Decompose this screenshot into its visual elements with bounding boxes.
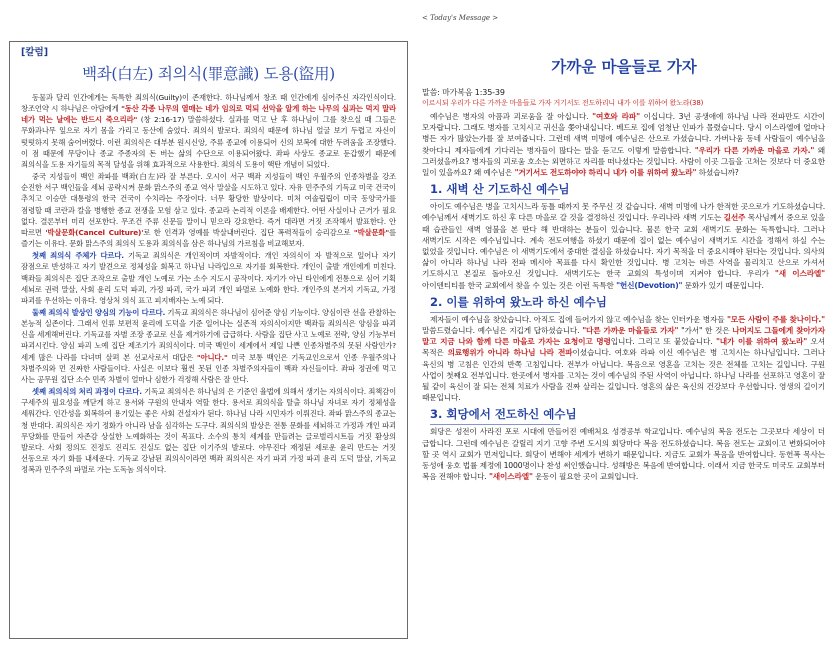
column-paragraph-1: 동물과 달리 인간에게는 독특한 죄의식(Guilty)이 존재한다. 하나님께서 창조 때 인간에게 심어주신 자각인식이다. 창조언약 시 하나님은 아담에게 "동산 각종 나무의 열매는 네가 임의로 먹되 선악을 알게 하는 나무의 실과는 먹지 말라 네가 먹는 날에는 반드시 죽으리라" (창 2:16-17) 말씀하셨다. 실과를 먹고 난 후 하나님이 그를 찾으실 때 그들은 무화과나무 잎으로 자기 몸을 가리고 동산에 숨었다. 죄의식 발로다. 죄의식 때문에 하나님 얼굴 보기 두렵고 자신이 떳떳하지 못해 숨어버렸다. 이런 죄의식은 대부분 원시신앙, 주류 종교에 이용되어 신의 보복에 대한 두려움을 조장했다. 이 점 때문에 무당이나 종교 주종자의 돈 버는 삶의 수단으로 이용되어왔다. 좌파 사상도 종교로 둔갑했기 때문에 죄의식을 도용 자기들의 목적 달성을 위해 효과적으로 사용한다. 죄의식 도용이 핵탄 개념이 되었다. [21,93,396,169]
point-2-heading: 둘째 죄의식 발상인 양심의 기능이 다르다. [32,307,166,317]
column-paragraph-4: 둘째 죄의식 발상인 양심의 기능이 다르다. 기독교 죄의식은 하나님이 심어준 양심 기능이다. 양심이란 선을 관찰하는 본능적 실존이다. 그래서 인류 보편적 윤리에 도덕을 기준 일어나는 실존적 자의식이지만 백좌들 죄의식은 양심을 파괴 신을 세계해버린다. 기독교를 자별 조장 종교로 신을 제거하기에 급급하다. 사람을 집단 사고 노예로 전략, 양심 기능부터 파괴시킨다. 양심 파괴 노예 집단 제조기가 죄의식이다. 미국 백인이 세계에서 제일 나쁜 인종차별주의 못된 사람인가? 세계 많은 나라를 다녀며 살펴 본 선교사로서 대답은 "아니다." 미국 보통 백인은 기독교인으로서 인종 우월주의나 차별주의와 먼 진짜한 사람들이다. 사실은 이보다 훨씬 못된 인종 차별주의자들이 백좌 자신들이다. 좌파 정권에 먹고 사는 공무원 집단 소수 민족 차별이 얼마나 심한가 걱정해 사람은 잘 안다. [21,307,396,384]
scripture-reference: 말씀: 마가복음 1:35-39 [422,88,505,97]
sermon-title: 가까운 마을들로 가자 [551,57,697,76]
section-3-body: 회당은 성전이 사라진 포로 시대에 만들어진 예배처요 성경공부 학교입니다. 예수님의 복음 전도는 그곳보다 세상이 더 급합니다. 그런데 예수님은 갈릴리 지기 고향 주변 도시의 회당마다 복음 전도하셨습니다. 복음 전도는 교회이고 변화되어야 할 곳 역시 교회가 먼저입니다. 회당이 변해야 세계가 변하기 때문입니다. 지금도 교회가 복음을 반여합니다. 동헌폭 목사는 동성애 웅호 법률 제정에 1000명이나 찬성 써인했습니다. 성해방은 복음에 반여합니다. 이래서 지금 한국도 미국도 교회부터 복음 전해야 합니다. "새이스라엘" 운동이 필요한 곳이 교회입니다. [422,427,825,482]
section-1-body: 아이도 예수님은 병을 고치시느라 동틀 때까지 못 주무신 것 같습니다. 새벽 미명에 나가 한적한 곳으로가 기도하셨습니다. 예수님께서 새벽기도 하신 후 다른 마을로 갈 것을 결정하신 것입니다. 우리나라 새벽 기도는 길선주 목사님께서 중으로 있을 때 습관들인 새벽 염불을 본 딴다 해 반대하는 분들이 있습니다. 물론 한국 교회 새벽기도 문화는 독특합니다. 그러나 새벽기도 시작은 예수님입니다. 계속 전도여행을 하셨기 때문에 집이 없는 예수님이 새벽기도 시간을 정해서 하실 수는 없었을 것입니다. 예수님은 이 새벽기도에서 중대한 결심을 하셨습니다. 자기 목적을 더 중요시해야 된다는 것입니다. 의사의 삶이 아니라 하나님 나라 전파 메시아 목표를 다시 확인한 것입니다. 병 고치는 바른 사역을 물리치고 산으로 가셔서 기도하시고 본질로 돌아오신 것입니다. 새벽기도는 한국 교회의 특성이며 지켜야 합니다. 우리가 "새 이스라엘" 아이덴티티를 한국 교회에서 찾을 수 있는 것은 이런 독특한 "헌신(Devotion)" 문화가 있기 때문입니다. [422,202,825,290]
column-title: 백좌(白左) 죄의식(罪意識) 도용(盜用) [82,65,335,83]
section-2-heading: 2. 이를 위하여 왔노라 하신 예수님 [430,294,607,309]
genesis-quote: "동산 각종 나무의 열매는 네가 임의로 먹되 선악을 알게 하는 나무의 실과는 먹지 말라 네가 먹는 날에는 반드시 죽으리라" [21,104,396,125]
divider [430,424,560,425]
section-2-body: 제자들이 예수님을 찾았습니다. 아직도 집에 들어가지 않고 예수님을 찾는 인터카운 병자들 "모든 사람이 주를 찾나이다." 말씀드렸습니다. 예수님은 지깁게 답하셨습니다. "다른 가까운 마을들로 가자" "가서" 한 것은 나머지도 그들에게 찾아가자 말고 지금 나와 함께 다른 마을로 가자는 요청이고 명령입니다. 그리고 또 붙었습니다. "내가 이를 위하여 왔노라" 오셔 목적은 의료행위가 아니라 하나님 나라 전파이셨습니다. 여호와 라파 이신 예수님은 병 고치시는 하나님입니다. 그러나 육신의 병 고침은 인간의 반쪽 고침입니다. 전부가 아닙니다. 복음으로 영혼을 고치는 것은 전체를 고치는 길입니다. 구원 사업이 첫째요 전부입니다. 한곳에서 병자를 고치는 것이 예수님의 주된 사역이 아닙니다. 하나님 나라를 선포하고 영혼이 잘 될 같이 육신이 잘 되는 전체 치료가 사람을 진짜 살리는 길입니다. 영혼의 삶은 육신의 건강보다 우선합니다. 영생의 길이기 때문입니다. [422,314,826,403]
sermon-panel [419,13,829,641]
column-panel [9,41,408,639]
sermon-intro: 예수님은 병자의 아픔과 괴로움을 잘 아십니다. "여호와 라파" 이십니다. 3년 공생애에 하나님 나라 전파만도 시간이 모자랍니다. 그래도 병자를 고치시고 귀신을 쫓아내십니다. 베드로 집에 엄청난 인파가 몰렸습니다. 당시 이스라엘에 얼마나 병든 자가 많았는가를 잘 보여줍니다. 그런데 새벽 미명에 예수님은 산으로 가셨습니다. 가버나움 동네 사람들이 예수님을 찾아다니 제자들에게 기다리는 병자들이 많다는 말을 듣고도 이렇게 말씀합니다. "우리가 다른 가까운 마을로 가자." 왜 그러셨을까요? 병자들의 괴로움 호소는 외면하고 자리를 떠나셨다는 것입니다. 사람이 이곳 그들을 고쳐는 것보다 더 중요한 일이 있을까요? 왜 예수님은 "거기서도 전도하야야 하리니 내가 이를 위하여 왔노라" 하셨습니까? [422,112,826,178]
column-paragraph-3: 첫째 죄의식 주체가 다르다. 기독교 죄의식은 개인적이며 자발적이다. 개인 자의식이 자 발적으로 일어나 자기 잠점으로 반성하고 자기 발견으로 정체성을 회복고 하나님 나라입으로 자기를 회복한다. 개인이 출발 개인에게 미친다. 백좌들 죄의식은 집단 조작으로 출발 개인 노예로 가는 소수 지도시 공작이다. 자기가 아닌 타인에게 전통으로 심어 기획 세뇌로 권력 말살, 사회 윤리 도덕 파괴, 가정 파괴, 국가 파괴 개인 파멸로 노예화 한다. 개인주의 본거지 기독교, 가정 파괴를 우선하는 이유다. 영상처 의식 표고 피지배자는 노예 되다. [21,251,396,305]
column-tag: [칼럼] [21,47,49,58]
todays-message-tagline: < Today's Message > [422,14,499,22]
point-1-heading: 첫째 죄의식 주체가 다르다. [32,251,124,261]
column-paragraph-5: 셋째 죄의식의 처리 과정이 다르다. 기독교 죄의식은 하나님의 은 기준인 율법에 의해서 생기는 자의식이다. 죄책감이 구세주의 필요성을 깨닫게 하고 용서와 구원의 안내자 역할 한다. 용서로 죄의식을 탈출 하나님 자녀로 자기 정체성을 세워간다. 인간성을 회복하여 용기있는 좋은 사회 건설자가 된다. 하나님 나라 시민자가 이뤄진다. 좌파 맑스주의 종교는 청 반대다. 죄의식은 자기 정화가 아니라 남을 심각하는 도구다. 죄의식의 발상은 전통 문화를 세뇌하고 가정과 개인 파괴 무당화를 만들어 자존감 상실한 노예화하는 것이 목표다. 소수의 통치 세계를 만들려는 글로벌리시트들 거짓 환상의 발로다. 사회 정의도 진정도 진리도 진실도 없는 집단 이기주의 발로다. 야무진다 재정된 세로운 윤리 만드는 거짓 선동으로 자기 화를 내세운다. 기독교 강남된 죄의식이라면 백좌 죄의식은 자기 파괴 가정 파괴 윤리 도덕 말살, 기독교 정복과 민주주의 파멸로 가는 도독놈 의식이다. [21,387,397,475]
section-3-heading: 3. 회당에서 전도하신 예수님 [430,407,577,422]
point-3-heading: 셋째 죄의식의 처리 과정이 다르다. [32,387,142,397]
cancel-culture-highlight: '박살문화(Cancel Culture)' [45,227,144,237]
divider [430,312,560,313]
divider [430,199,560,200]
section-1-heading: 1. 새벽 산 기도하신 예수님 [430,182,570,197]
key-verse: 이르시되 우리가 다른 가까운 마을들로 가자 거기서도 전도하리니 내가 이를 위하여 왔노라(38) [422,99,704,107]
column-paragraph-2: 중국 지성들이 백인 좌파를 백좌(白左)라 잘 부른다. 오시이 서구 백좌 지성들이 백인 우월주의 인종차별을 강조 순진한 서구 백인들을 세뇌 공략시켜 문화 맑스주의 종교 역사 말살을 시도하고 있다. 자유 민주주의 기독교 미국 건국이 추치고 이승만 대통령의 한국 건국이 수치라는 주장이다. 너무 황당한 발상이다. 미처 여솔립립이 미국 동양국가를 점령할 때 코란과 칼을 병행한 종교 전쟁을 모험 삼고 있다. 종교라 논리적 이론을 배제한다. 어떤 사실이나 근거가 필요 없다. 결론부터 미리 선포한다. 무조건 주류 신문들 말이니 믿으라 강요한다. 즉거 대라면 거짓 조작해서 발표한다. 안 따르면 '박살문화(Cancel Culture)'로 한 인격과 영예를 박살내버린다. 집단 폭력적들이 승리감으로 "박살문화"를 즐기는 이유다. 문화 맑스주의 죄의식 도용과 죄의식을 삼은 하나님의 가르침을 비교해보자. [21,172,396,249]
